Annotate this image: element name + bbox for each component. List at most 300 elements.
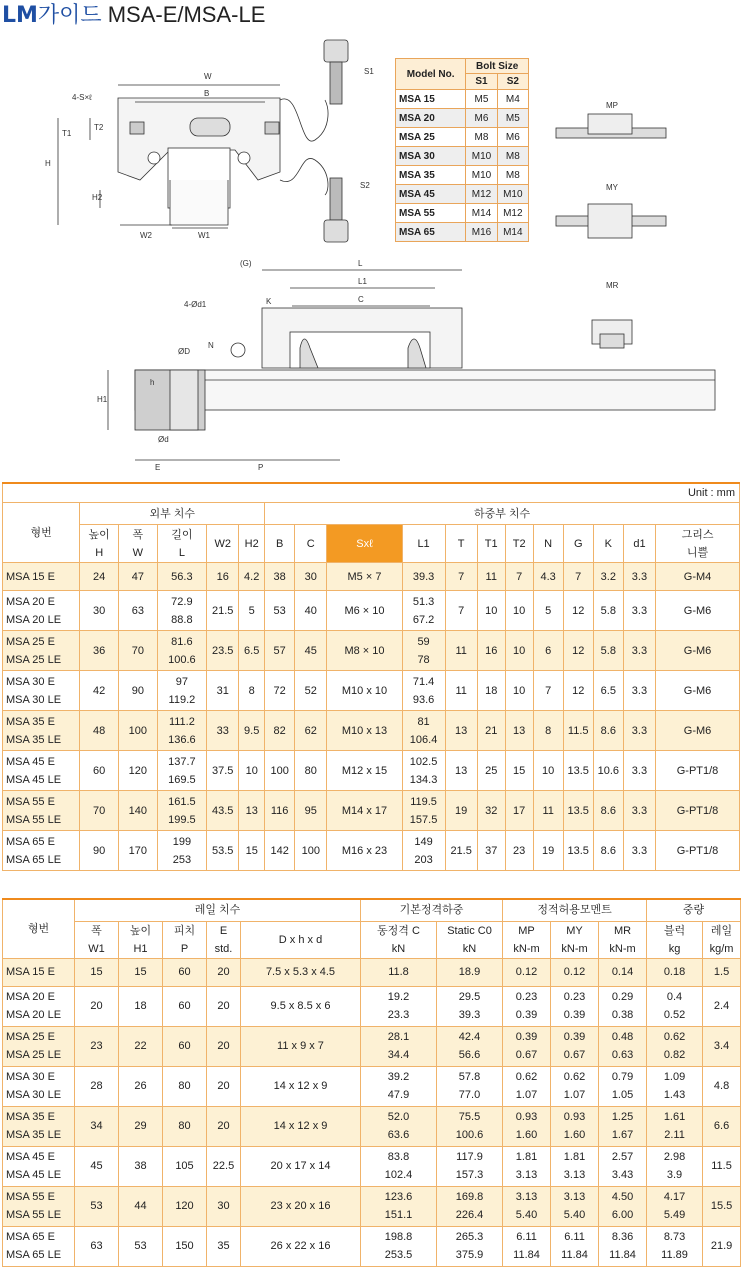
t1-model: MSA 15 E [3, 563, 80, 591]
t1-cell: 16 [207, 563, 239, 591]
bolt-cell: M6 [466, 109, 497, 128]
t2-cell: 60 [163, 1026, 207, 1066]
t1-cell: 16 [477, 631, 505, 671]
t1-cell: 8.6 [593, 831, 623, 871]
t2-row [3, 1106, 741, 1146]
t1-cell: 161.5 199.5 [157, 791, 206, 831]
t1-cell: 137.7 169.5 [157, 751, 206, 791]
t1-cell: 15 [239, 831, 265, 871]
label-mp: MP [606, 101, 618, 110]
t1-cell: 59 78 [402, 631, 445, 671]
label-g: (G) [240, 259, 252, 268]
t2-col-header: 높이 H1 [119, 921, 163, 958]
t2-cell: 28.1 34.4 [361, 1026, 437, 1066]
t2-cell: 11.8 [361, 958, 437, 986]
bolt-cell: M16 [466, 223, 497, 242]
t1-cell: 12 [563, 631, 593, 671]
t2-cell: 20 [207, 958, 241, 986]
t1-cell: 47 [119, 563, 158, 591]
label-sxl: 4-S×ℓ [72, 93, 92, 102]
t1-cell: 11 [477, 563, 505, 591]
t2-col-header: 블럭 kg [647, 921, 703, 958]
t1-cell: 116 [265, 791, 295, 831]
t2-model: MSA 20 E MSA 20 LE [3, 986, 75, 1026]
t1-cell: 82 [265, 711, 295, 751]
t1-cell: 111.2 136.6 [157, 711, 206, 751]
t2-cell: 35 [207, 1226, 241, 1266]
t2-cell: 20 [207, 1066, 241, 1106]
t1-cell: 37 [477, 831, 505, 871]
t1-cell: 6 [533, 631, 563, 671]
t1-cell: 120 [119, 751, 158, 791]
t1-cell: 43.5 [207, 791, 239, 831]
t1-cell: M12 x 15 [327, 751, 402, 791]
t1-cell: 10.6 [593, 751, 623, 791]
unit-label: Unit : mm [3, 483, 740, 503]
t2-cell: 20 x 17 x 14 [241, 1146, 361, 1186]
t1-cell: 100 [265, 751, 295, 791]
t1-cell: 3.3 [623, 591, 655, 631]
t1-cell: 3.3 [623, 711, 655, 751]
t1-cell: 8 [533, 711, 563, 751]
t2-cell: 0.48 0.63 [599, 1026, 647, 1066]
t1-model: MSA 25 E MSA 25 LE [3, 631, 80, 671]
label-d: Ød [158, 435, 169, 444]
t1-cell: 15 [505, 751, 533, 791]
t1-model: MSA 30 E MSA 30 LE [3, 671, 80, 711]
label-t2: T2 [94, 123, 104, 132]
t1-cell: 7 [505, 563, 533, 591]
t2-cell: 0.62 1.07 [551, 1066, 599, 1106]
t2-hdr-model: 형번 [3, 899, 75, 958]
t2-cell: 2.4 [703, 986, 741, 1026]
t2-cell: 4.50 6.00 [599, 1186, 647, 1226]
block-dimension-table [2, 482, 740, 871]
t2-cell: 21.9 [703, 1226, 741, 1266]
t1-cell: 11 [445, 631, 477, 671]
t1-col-header: W2 [207, 525, 239, 563]
t1-cell: M8 × 10 [327, 631, 402, 671]
t1-cell: 53 [265, 591, 295, 631]
label-w1: W1 [198, 231, 210, 240]
t2-cell: 11.5 [703, 1146, 741, 1186]
bolt-cell: M5 [497, 109, 528, 128]
t1-cell: 12 [563, 671, 593, 711]
label-w2: W2 [140, 231, 152, 240]
t1-col-header: K [593, 525, 623, 563]
t1-cell: M10 x 10 [327, 671, 402, 711]
bolt-cell: M12 [466, 185, 497, 204]
t2-cell: 169.8 226.4 [437, 1186, 503, 1226]
t2-cell: 34 [75, 1106, 119, 1146]
t2-cell: 23 [75, 1026, 119, 1066]
t2-hdr-weight: 중량 [647, 899, 741, 921]
t1-cell: 3.2 [593, 563, 623, 591]
t2-cell: 53 [75, 1186, 119, 1226]
t2-col-header: D x h x d [241, 921, 361, 958]
t2-cell: 42.4 56.6 [437, 1026, 503, 1066]
bolt-col-bolt: Bolt Size [466, 59, 529, 74]
t2-cell: 22.5 [207, 1146, 241, 1186]
t2-cell: 150 [163, 1226, 207, 1266]
t1-cell: 18 [477, 671, 505, 711]
bolt-model: MSA 20 [396, 109, 466, 128]
label-w: W [204, 72, 212, 81]
t1-col-header: B [265, 525, 295, 563]
t2-cell: 3.13 5.40 [503, 1186, 551, 1226]
t1-cell: 39.3 [402, 563, 445, 591]
t1-cell: 71.4 93.6 [402, 671, 445, 711]
t2-model: MSA 25 E MSA 25 LE [3, 1026, 75, 1066]
t1-cell: G-M4 [656, 563, 740, 591]
t1-cell: 63 [119, 591, 158, 631]
t2-cell: 0.62 1.07 [503, 1066, 551, 1106]
bolt-row [396, 147, 529, 166]
t1-cell: 10 [505, 631, 533, 671]
t1-cell: 30 [80, 591, 119, 631]
label-l: L [358, 259, 363, 268]
t1-cell: 97 119.2 [157, 671, 206, 711]
t2-cell: 20 [207, 1026, 241, 1066]
t1-row [3, 791, 740, 831]
t1-cell: M6 × 10 [327, 591, 402, 631]
t2-cell: 57.8 77.0 [437, 1066, 503, 1106]
bolt-cell: M10 [466, 147, 497, 166]
t2-row [3, 1226, 741, 1266]
t1-cell: 9.5 [239, 711, 265, 751]
t1-cell: 6.5 [593, 671, 623, 711]
t1-row [3, 631, 740, 671]
t2-cell: 2.57 3.43 [599, 1146, 647, 1186]
t1-model: MSA 35 E MSA 35 LE [3, 711, 80, 751]
t2-cell: 80 [163, 1106, 207, 1146]
t1-cell: 11 [533, 791, 563, 831]
t2-cell: 6.11 11.84 [551, 1226, 599, 1266]
t1-cell: 102.5 134.3 [402, 751, 445, 791]
t2-cell: 20 [207, 986, 241, 1026]
t1-cell: 17 [505, 791, 533, 831]
t1-cell: 25 [477, 751, 505, 791]
t2-hdr-load: 기본정격하중 [361, 899, 503, 921]
bolt-row [396, 166, 529, 185]
t1-cell: 13.5 [563, 791, 593, 831]
t2-cell: 52.0 63.6 [361, 1106, 437, 1146]
t2-cell: 29.5 39.3 [437, 986, 503, 1026]
t2-cell: 38 [119, 1146, 163, 1186]
t1-cell: 10 [505, 591, 533, 631]
t1-cell: M14 x 17 [327, 791, 402, 831]
t2-hdr-rail: 레일 치수 [75, 899, 361, 921]
t1-cell: 5.8 [593, 591, 623, 631]
bolt-row [396, 109, 529, 128]
t1-col-header: 폭 W [119, 525, 158, 563]
bolt-s2 [324, 178, 348, 242]
t1-cell: 6.5 [239, 631, 265, 671]
label-h2: H2 [92, 193, 103, 202]
t1-model: MSA 65 E MSA 65 LE [3, 831, 80, 871]
t2-cell: 60 [163, 986, 207, 1026]
t1-col-header: Sxℓ [327, 525, 402, 563]
t1-cell: 119.5 157.5 [402, 791, 445, 831]
t1-cell: 13 [505, 711, 533, 751]
bolt-s1 [324, 40, 348, 104]
t1-cell: 45 [295, 631, 327, 671]
label-n: N [208, 341, 214, 350]
t1-cell: 140 [119, 791, 158, 831]
t2-cell: 8.36 11.84 [599, 1226, 647, 1266]
t1-hdr-model: 형번 [3, 503, 80, 563]
bolt-model: MSA 30 [396, 147, 466, 166]
t2-cell: 6.6 [703, 1106, 741, 1146]
t2-col-header: 레일 kg/m [703, 921, 741, 958]
t2-cell: 8.73 11.89 [647, 1226, 703, 1266]
t2-col-header: 폭 W1 [75, 921, 119, 958]
t2-cell: 18 [119, 986, 163, 1026]
t2-cell: 15 [75, 958, 119, 986]
t2-cell: 0.79 1.05 [599, 1066, 647, 1106]
t1-col-header: d1 [623, 525, 655, 563]
t2-cell: 20 [207, 1106, 241, 1146]
bolt-cell: M10 [466, 166, 497, 185]
t1-cell: 21.5 [207, 591, 239, 631]
t2-cell: 0.62 0.82 [647, 1026, 703, 1066]
t1-cell: M5 × 7 [327, 563, 402, 591]
t2-model: MSA 45 E MSA 45 LE [3, 1146, 75, 1186]
t1-cell: 30 [295, 563, 327, 591]
t2-col-header: 피치 P [163, 921, 207, 958]
t1-cell: 7 [445, 563, 477, 591]
t1-cell: 10 [533, 751, 563, 791]
t1-cell: 4.2 [239, 563, 265, 591]
t1-cell: 42 [80, 671, 119, 711]
t2-cell: 75.5 100.6 [437, 1106, 503, 1146]
front-view [58, 85, 280, 228]
t2-cell: 0.12 [551, 958, 599, 986]
t1-cell: G-M6 [656, 631, 740, 671]
t1-cell: 90 [119, 671, 158, 711]
t1-col-header: T [445, 525, 477, 563]
label-e: E [155, 463, 161, 472]
t2-cell: 117.9 157.3 [437, 1146, 503, 1186]
label-mr: MR [606, 281, 619, 290]
t2-col-header: MR kN-m [599, 921, 647, 958]
label-dd: ØD [178, 347, 190, 356]
t1-cell: 40 [295, 591, 327, 631]
t2-cell: 6.11 11.84 [503, 1226, 551, 1266]
t1-cell: 72.9 88.8 [157, 591, 206, 631]
t1-row [3, 711, 740, 751]
t1-cell: 8 [239, 671, 265, 711]
t2-cell: 0.18 [647, 958, 703, 986]
t2-row [3, 958, 741, 986]
t1-cell: 11 [445, 671, 477, 711]
t2-cell: 26 x 22 x 16 [241, 1226, 361, 1266]
bolt-cell: M12 [497, 204, 528, 223]
t2-cell: 39.2 47.9 [361, 1066, 437, 1106]
t2-row [3, 1146, 741, 1186]
t1-cell: 19 [445, 791, 477, 831]
bolt-model: MSA 25 [396, 128, 466, 147]
bolt-row [396, 90, 529, 109]
t1-col-header: T1 [477, 525, 505, 563]
t2-cell: 0.23 0.39 [551, 986, 599, 1026]
label-h: H [45, 159, 51, 168]
t2-cell: 0.23 0.39 [503, 986, 551, 1026]
t1-cell: 100 [119, 711, 158, 751]
t1-cell: 19 [533, 831, 563, 871]
t2-cell: 53 [119, 1226, 163, 1266]
t1-cell: 13 [239, 791, 265, 831]
t1-cell: 52 [295, 671, 327, 711]
t1-cell: 11.5 [563, 711, 593, 751]
t2-cell: 26 [119, 1066, 163, 1106]
t1-hdr-load: 하중부 치수 [265, 503, 740, 525]
technical-drawing [0, 30, 750, 480]
t1-cell: 100 [295, 831, 327, 871]
bolt-row [396, 128, 529, 147]
t2-cell: 15.5 [703, 1186, 741, 1226]
t1-cell: 70 [119, 631, 158, 671]
label-t1: T1 [62, 129, 72, 138]
t1-cell: 13.5 [563, 831, 593, 871]
bolt-col-s2: S2 [497, 74, 528, 90]
label-c: C [358, 295, 364, 304]
t1-row [3, 563, 740, 591]
t2-model: MSA 30 E MSA 30 LE [3, 1066, 75, 1106]
t1-row [3, 591, 740, 631]
t2-cell: 1.81 3.13 [551, 1146, 599, 1186]
t2-cell: 120 [163, 1186, 207, 1226]
bolt-cell: M8 [497, 166, 528, 185]
bolt-cell: M14 [497, 223, 528, 242]
t1-cell: 12 [563, 591, 593, 631]
t1-cell: 81.6 100.6 [157, 631, 206, 671]
t2-col-header: 동정격 C kN [361, 921, 437, 958]
t1-cell: 170 [119, 831, 158, 871]
t2-model: MSA 55 E MSA 55 LE [3, 1186, 75, 1226]
t1-cell: G-PT1/8 [656, 751, 740, 791]
t1-hdr-outer: 외부 치수 [80, 503, 265, 525]
label-my: MY [606, 183, 618, 192]
t2-cell: 9.5 x 8.5 x 6 [241, 986, 361, 1026]
t1-cell: 7 [563, 563, 593, 591]
t1-col-header: C [295, 525, 327, 563]
label-l1: L1 [358, 277, 367, 286]
t2-cell: 2.98 3.9 [647, 1146, 703, 1186]
moment-icons [556, 114, 666, 348]
bolt-cell: M4 [497, 90, 528, 109]
t1-cell: 10 [505, 671, 533, 711]
t1-cell: 70 [80, 791, 119, 831]
t1-cell: 23 [505, 831, 533, 871]
t2-cell: 63 [75, 1226, 119, 1266]
t1-cell: G-M6 [656, 671, 740, 711]
t2-col-header: MP kN-m [503, 921, 551, 958]
t1-cell: 95 [295, 791, 327, 831]
t2-hdr-moment: 정적허용모멘트 [503, 899, 647, 921]
t1-col-header: G [563, 525, 593, 563]
bolt-cell: M10 [497, 185, 528, 204]
label-s2: S2 [360, 181, 370, 190]
t1-cell: 53.5 [207, 831, 239, 871]
t2-cell: 1.61 2.11 [647, 1106, 703, 1146]
t2-col-header: Static C0 kN [437, 921, 503, 958]
t1-cell: 10 [239, 751, 265, 791]
t1-cell: 5 [533, 591, 563, 631]
label-hh: h [150, 378, 155, 387]
t1-cell: 7 [533, 671, 563, 711]
t2-cell: 0.12 [503, 958, 551, 986]
t2-col-header: E std. [207, 921, 241, 958]
t2-cell: 45 [75, 1146, 119, 1186]
t1-cell: M16 x 23 [327, 831, 402, 871]
bolt-row [396, 223, 529, 242]
bolt-row [396, 204, 529, 223]
title-guide: 가이드 [37, 3, 102, 28]
bolt-cell: M14 [466, 204, 497, 223]
t2-cell: 23 x 20 x 16 [241, 1186, 361, 1226]
t2-model: MSA 35 E MSA 35 LE [3, 1106, 75, 1146]
t2-cell: 0.29 0.38 [599, 986, 647, 1026]
t2-cell: 0.14 [599, 958, 647, 986]
t1-cell: 24 [80, 563, 119, 591]
t2-cell: 28 [75, 1066, 119, 1106]
t1-cell: M10 x 13 [327, 711, 402, 751]
t2-model: MSA 15 E [3, 958, 75, 986]
t2-cell: 0.39 0.67 [503, 1026, 551, 1066]
t1-cell: 3.3 [623, 751, 655, 791]
t1-cell: G-M6 [656, 591, 740, 631]
label-h1: H1 [97, 395, 108, 404]
bolt-cell: M8 [466, 128, 497, 147]
t2-cell: 14 x 12 x 9 [241, 1066, 361, 1106]
t2-cell: 60 [163, 958, 207, 986]
t1-model: MSA 45 E MSA 45 LE [3, 751, 80, 791]
side-view [108, 270, 715, 460]
t1-cell: 57 [265, 631, 295, 671]
t1-cell: 23.5 [207, 631, 239, 671]
t1-col-header: 그리스 니쁠 [656, 525, 740, 563]
t2-row [3, 1026, 741, 1066]
t1-cell: 8.6 [593, 791, 623, 831]
t1-cell: 90 [80, 831, 119, 871]
t2-cell: 4.8 [703, 1066, 741, 1106]
t1-cell: 3.3 [623, 791, 655, 831]
t1-cell: 36 [80, 631, 119, 671]
t1-cell: 31 [207, 671, 239, 711]
t2-cell: 30 [207, 1186, 241, 1226]
t2-cell: 14 x 12 x 9 [241, 1106, 361, 1146]
t1-cell: 21 [477, 711, 505, 751]
t1-cell: 37.5 [207, 751, 239, 791]
t2-row [3, 1186, 741, 1226]
bolt-model: MSA 15 [396, 90, 466, 109]
bolt-cell: M8 [497, 147, 528, 166]
t1-cell: 13.5 [563, 751, 593, 791]
t1-cell: 32 [477, 791, 505, 831]
label-k: K [266, 297, 272, 306]
t2-cell: 1.5 [703, 958, 741, 986]
bolt-model: MSA 45 [396, 185, 466, 204]
t2-cell: 198.8 253.5 [361, 1226, 437, 1266]
bolt-cell: M6 [497, 128, 528, 147]
t1-cell: 142 [265, 831, 295, 871]
t2-cell: 3.13 5.40 [551, 1186, 599, 1226]
t1-cell: G-PT1/8 [656, 831, 740, 871]
t1-row [3, 671, 740, 711]
bolt-size-table [395, 58, 529, 242]
t2-cell: 1.09 1.43 [647, 1066, 703, 1106]
